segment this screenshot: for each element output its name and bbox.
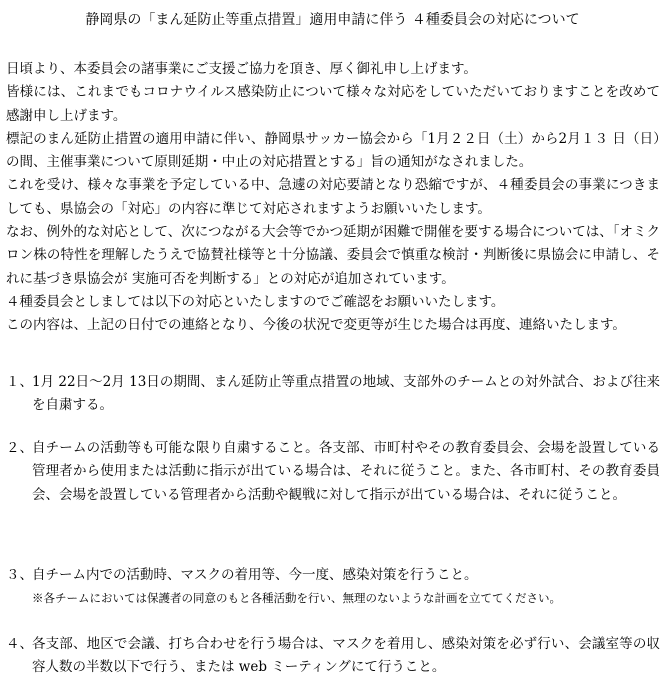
item-text: 自チームの活動等も可能な限り自粛すること。各支部、市町村やその教育委員会、会場を設置している管理者から使用または活動に指示が出ている場合は、それに従うこと。また、各市町村、その教育委員会、会場を設置している管理者から活動や観戦に対して指示が出ている場合は、それに従うこと。 (32, 440, 660, 503)
intro-paragraph-thanks: 皆様には、これまでもコロナウイルス感染防止について様々な対応をしていただいておりますことを改めて感謝申し上げます。 (6, 84, 660, 124)
item-note: ※各チームにおいては保護者の同意のもと各種活動を行い、無理のないような計画を立ててください。 (32, 591, 561, 606)
intro-paragraph-exception: なお、例外的な対応として、次につながる大会等でかつ延期が困難で開催を要する場合については、「オミクロン株の特性を理解したうえで協賛社様等と十分協議、委員会で慎重な検討・判断後に県協会に申請し、それに基づき県協会が 実施可否を判断する」との対応が追加されています。 (6, 224, 660, 287)
list-item (6, 437, 660, 507)
list-item (6, 371, 660, 418)
item-number: ４、 (6, 636, 33, 652)
intro-paragraph-update: この内容は、上記の日付での連絡となり、今後の状況で変更等が生じた場合は再度、連絡いたします。 (6, 317, 626, 334)
intro-paragraph-greeting: 日頃より、本委員会の諸事業にご支援ご協力を頂き、厚く御礼申し上げます。 (6, 61, 477, 77)
item-text: 自チーム内での活動時、マスクの着用等、今一度、感染対策を行うこと。 (32, 567, 478, 583)
item-number: １、 (6, 374, 33, 390)
list-item (6, 633, 660, 680)
document-title: 静岡県の「まん延防止等重点措置」適用申請に伴う ４種委員会の対応について (85, 12, 580, 28)
intro-section (6, 58, 660, 338)
intro-paragraph-request: これを受け、様々な事業を予定している中、急遽の対応要請となり恐縮ですが、４種委員会の事業につきましても、県協会の「対応」の内容に準じて対応されますようお願いいたします。 (6, 177, 660, 217)
intro-paragraph-confirm: ４種委員会としましては以下の対応といたしますのでご確認をお願いいたします。 (6, 293, 505, 310)
item-number: ３、 (6, 567, 33, 583)
intro-paragraph-notice: 標記のまん延防止措置の適用申請に伴い、静岡県サッカー協会から「1月２２日（土）から2月１３ 日（日）の間、主催事業について原則延期・中止の対応措置とする」旨の通知がなされました。 (6, 130, 660, 171)
list-item (6, 564, 660, 606)
item-text: 各支部、地区で会議、打ち合わせを行う場合は、マスクを着用し、感染対策を必ず行い、会議室等の収容人数の半数以下で行う、または web ミーティングにて行うこと。 (32, 636, 660, 676)
item-text: 1月 22日～2月 13日の期間、まん延防止等重点措置の地域、支部外のチームとの対外試合、および往来を自粛する。 (32, 374, 660, 414)
item-number: ２、 (6, 440, 33, 456)
